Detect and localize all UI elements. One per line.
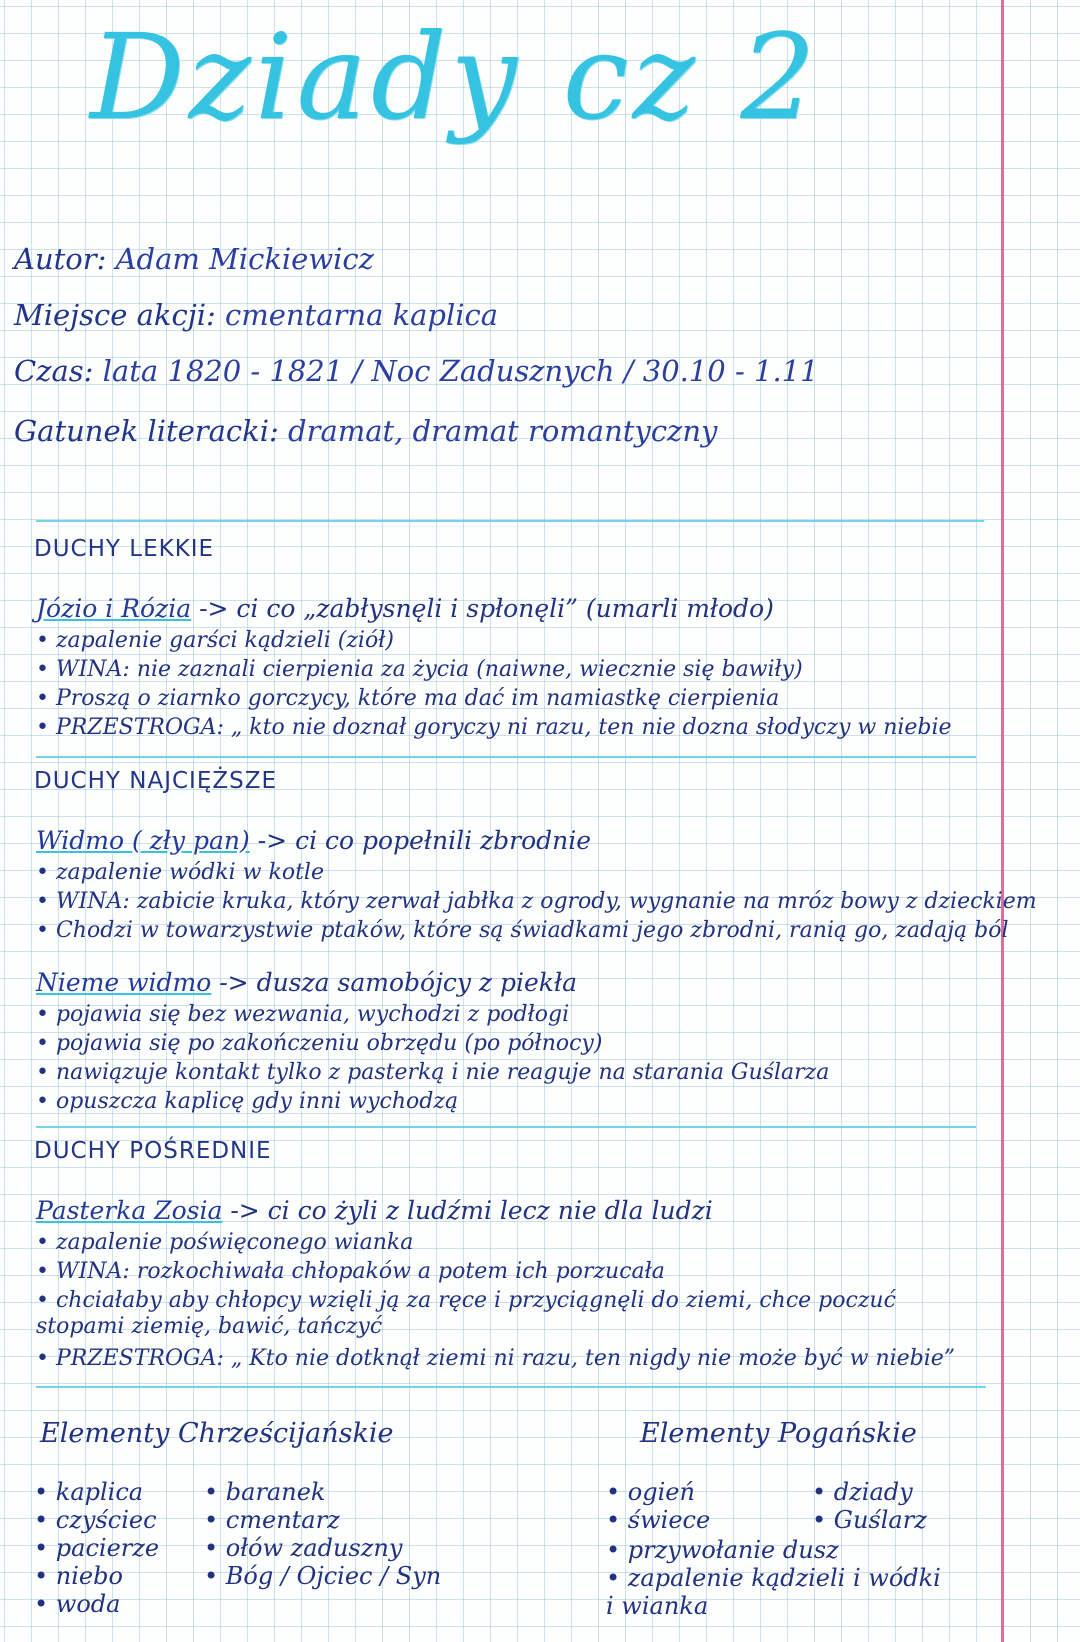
time-label: Czas:	[14, 354, 94, 388]
heaviest-ghosts-description: -> ci co popełnili zbrodnie	[249, 826, 592, 855]
light-ghosts-lead	[36, 594, 774, 623]
list-item: • zapalenie garści kądzieli (ziół)	[36, 628, 394, 653]
list-item: • PRZESTROGA: „ kto nie doznał goryczy ni razu, ten nie dozna słodyczy w niebie	[36, 715, 952, 740]
divider-line	[36, 520, 984, 522]
genre-line	[14, 414, 717, 448]
place-value: cmentarna kaplica	[225, 298, 499, 332]
divider-line	[36, 1386, 986, 1388]
list-item: • dziady	[812, 1478, 913, 1506]
list-item: i wianka	[606, 1592, 709, 1620]
list-item: • WINA: rozkochiwała chłopaków a potem ich porzucała	[36, 1259, 665, 1284]
heaviest-ghosts-lead	[36, 826, 591, 855]
place-label: Miejsce akcji:	[14, 298, 216, 332]
list-item: • zapalenie poświęconego wianka	[36, 1230, 414, 1255]
mute-ghost-name: Nieme widmo	[36, 968, 212, 997]
mute-ghost-lead	[36, 968, 577, 997]
genre-value: dramat, dramat romantyczny	[288, 414, 718, 448]
list-item: • Guślarz	[812, 1506, 927, 1534]
list-item: • ołów zaduszny	[204, 1534, 403, 1562]
list-item: • nawiązuje kontakt tylko z pasterką i nie reaguje na starania Guślarza	[36, 1060, 830, 1085]
list-item: • zapalenie kądzieli i wódki	[606, 1564, 941, 1592]
middle-ghosts-description: -> ci co żyli z ludźmi lecz nie dla ludzi	[222, 1196, 713, 1225]
light-ghosts-names: Józio i Rózia	[36, 594, 192, 623]
author-line	[14, 242, 374, 276]
list-item: • PRZESTROGA: „ Kto nie dotknął ziemi ni razu, ten nigdy nie może być w niebie”	[36, 1346, 956, 1371]
list-item: • ogień	[606, 1478, 695, 1506]
list-item: stopami ziemię, bawić, tańczyć	[36, 1314, 383, 1339]
list-item: • przywołanie dusz	[606, 1536, 839, 1564]
list-item: • zapalenie wódki w kotle	[36, 860, 324, 885]
pagan-elements-title: Elementy Pogańskie	[640, 1418, 917, 1449]
list-item: • pacierze	[34, 1534, 160, 1562]
author-label: Autor:	[14, 242, 107, 276]
section-heading-heaviest-ghosts: DUCHY NAJCIĘŻSZE	[34, 768, 278, 794]
list-item: • niebo	[34, 1562, 123, 1590]
divider-line	[36, 1126, 976, 1128]
genre-label: Gatunek literacki:	[14, 414, 279, 448]
middle-ghosts-lead	[36, 1196, 713, 1225]
time-value: lata 1820 - 1821 / Noc Zadusznych / 30.10 - 1.11	[102, 354, 819, 388]
list-item: • pojawia się bez wezwania, wychodzi z podłogi	[36, 1002, 570, 1027]
list-item: • świece	[606, 1506, 711, 1534]
list-item: • kaplica	[34, 1478, 144, 1506]
page-title: Dziady cz 2	[90, 8, 820, 146]
list-item: • Chodzi w towarzystwie ptaków, które są świadkami jego zbrodni, ranią go, zadają ból	[36, 918, 1009, 943]
middle-ghosts-name: Pasterka Zosia	[36, 1196, 223, 1225]
list-item: • WINA: nie zaznali cierpienia za życia (naiwne, wiecznie się bawiły)	[36, 657, 803, 682]
list-item: • woda	[34, 1590, 121, 1618]
divider-line	[36, 756, 976, 758]
page-margin-line	[1001, 0, 1004, 1642]
mute-ghost-description: -> dusza samobójcy z piekła	[211, 968, 577, 997]
list-item: • opuszcza kaplicę gdy inni wychodzą	[36, 1089, 459, 1114]
list-item: • WINA: zabicie kruka, który zerwał jabłka z ogrody, wygnanie na mróz bowy z dzieckiem	[36, 889, 1037, 914]
author-value: Adam Mickiewicz	[115, 242, 374, 276]
light-ghosts-description: -> ci co „zabłysnęli i spłonęli” (umarli młodo)	[191, 594, 774, 623]
list-item: • cmentarz	[204, 1506, 340, 1534]
time-line	[14, 354, 819, 388]
christian-elements-title: Elementy Chrześcijańskie	[40, 1418, 394, 1449]
heaviest-ghosts-name: Widmo ( zły pan)	[36, 826, 250, 855]
list-item: • Bóg / Ojciec / Syn	[204, 1562, 442, 1590]
place-line	[14, 298, 498, 332]
list-item: • Proszą o ziarnko gorczycy, które ma dać im namiastkę cierpienia	[36, 686, 780, 711]
list-item: • czyściec	[34, 1506, 157, 1534]
list-item: • pojawia się po zakończeniu obrzędu (po północy)	[36, 1031, 603, 1056]
list-item: • baranek	[204, 1478, 326, 1506]
list-item: • chciałaby aby chłopcy wzięli ją za ręce i przyciągnęli do ziemi, chce poczuć	[36, 1288, 896, 1313]
section-heading-middle-ghosts: DUCHY POŚREDNIE	[34, 1138, 272, 1164]
section-heading-light-ghosts: DUCHY LEKKIE	[34, 536, 215, 562]
